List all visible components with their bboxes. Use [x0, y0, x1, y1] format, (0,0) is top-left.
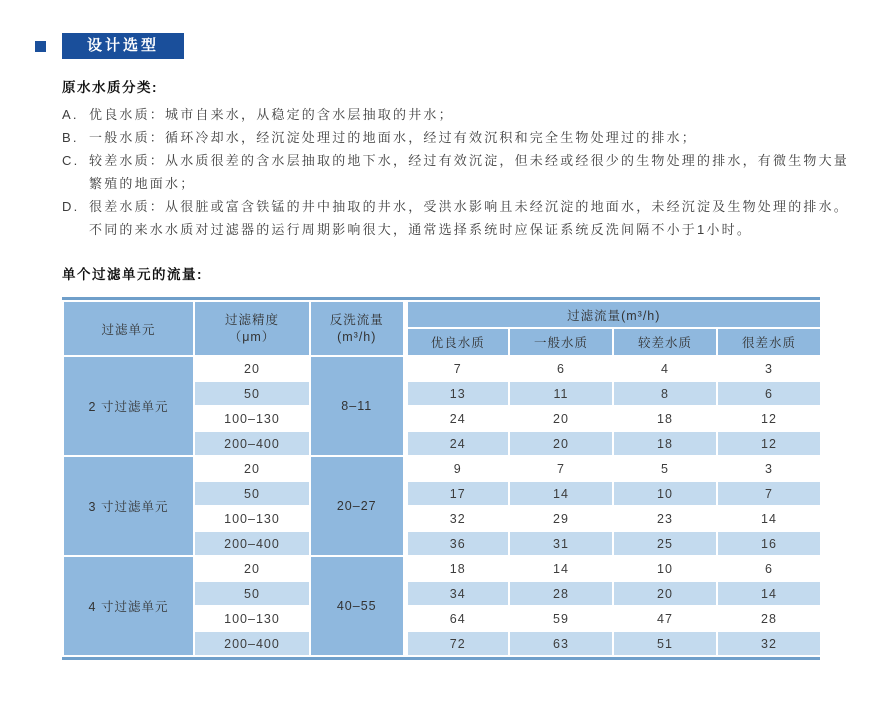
flow-table [62, 300, 822, 657]
list-item [62, 126, 858, 149]
col-header-precision [194, 301, 310, 356]
flow-value-cell: 11 [509, 381, 613, 406]
precision-cell: 50 [194, 381, 310, 406]
flow-table-row [63, 556, 821, 581]
water-quality-section [62, 76, 858, 241]
flow-value-cell: 10 [613, 481, 717, 506]
flow-value-cell: 3 [717, 456, 821, 481]
flow-table-heading: 单个过滤单元的流量: [62, 267, 203, 282]
list-item-text: 很差水质：从很脏或富含铁锰的井中抽取的井水，受洪水影响且未经沉淀的地面水，未经沉淀及生物处理的排水。 [89, 199, 850, 214]
section-bullet-icon [35, 41, 46, 52]
flow-value-cell: 32 [717, 631, 821, 656]
precision-cell: 200–400 [194, 531, 310, 556]
flow-value-cell: 14 [509, 481, 613, 506]
water-quality-heading: 原水水质分类: [62, 80, 158, 95]
flow-value-cell: 36 [405, 531, 509, 556]
list-item-text: 一般水质：循环冷却水，经沉淀处理过的地面水，经过有效沉积和完全生物处理过的排水； [89, 130, 698, 145]
precision-cell: 20 [194, 556, 310, 581]
flow-value-cell: 24 [405, 431, 509, 456]
precision-cell: 20 [194, 356, 310, 381]
flow-value-cell: 34 [405, 581, 509, 606]
flow-value-cell: 63 [509, 631, 613, 656]
filter-unit-cell: 2 寸过滤单元 [63, 356, 194, 456]
flow-value-cell: 18 [613, 431, 717, 456]
col-header-quality-very-poor: 很差水质 [717, 328, 821, 356]
list-item-text: 较差水质：从水质很差的含水层抽取的地下水，经过有效沉淀，但未经或经很少的生物处理的排水，有微生物大量繁殖的地面水； [89, 153, 850, 191]
list-item [62, 195, 858, 218]
flow-value-cell: 51 [613, 631, 717, 656]
flow-value-cell: 20 [509, 406, 613, 431]
flow-table-row [63, 456, 821, 481]
flow-value-cell: 6 [717, 556, 821, 581]
col-header-quality-excellent: 优良水质 [405, 328, 509, 356]
flow-value-cell: 9 [405, 456, 509, 481]
flow-table-wrap [62, 297, 820, 660]
list-item-label: B. [62, 130, 79, 145]
precision-cell: 100–130 [194, 506, 310, 531]
flow-value-cell: 13 [405, 381, 509, 406]
flow-value-cell: 12 [717, 406, 821, 431]
precision-cell: 200–400 [194, 431, 310, 456]
list-item-label: A. [62, 107, 79, 122]
flow-value-cell: 4 [613, 356, 717, 381]
flow-value-cell: 6 [717, 381, 821, 406]
flow-value-cell: 20 [613, 581, 717, 606]
col-header-backwash [310, 301, 405, 356]
flow-value-cell: 3 [717, 356, 821, 381]
col-header-backwash-line1: 反洗流量 [329, 312, 384, 327]
precision-cell: 100–130 [194, 406, 310, 431]
list-item-label: C. [62, 153, 80, 168]
col-header-precision-line2: （μm） [228, 329, 276, 344]
flow-value-cell: 20 [509, 431, 613, 456]
flow-value-cell: 64 [405, 606, 509, 631]
precision-cell: 20 [194, 456, 310, 481]
flow-table-row [63, 356, 821, 381]
flow-value-cell: 10 [613, 556, 717, 581]
filter-unit-cell: 4 寸过滤单元 [63, 556, 194, 656]
flow-value-cell: 14 [509, 556, 613, 581]
precision-cell: 50 [194, 581, 310, 606]
col-header-quality-average: 一般水质 [509, 328, 613, 356]
backwash-flow-cell: 40–55 [310, 556, 405, 656]
col-header-backwash-line2: (m³/h) [337, 329, 377, 344]
list-item-text: 优良水质：城市自来水，从稳定的含水层抽取的井水； [89, 107, 454, 122]
col-header-filter-unit: 过滤单元 [63, 301, 194, 356]
flow-value-cell: 32 [405, 506, 509, 531]
flow-value-cell: 18 [613, 406, 717, 431]
flow-value-cell: 8 [613, 381, 717, 406]
flow-value-cell: 59 [509, 606, 613, 631]
flow-value-cell: 24 [405, 406, 509, 431]
flow-value-cell: 17 [405, 481, 509, 506]
list-item-label: D. [62, 199, 80, 214]
flow-value-cell: 6 [509, 356, 613, 381]
flow-value-cell: 7 [509, 456, 613, 481]
col-header-precision-line1: 过滤精度 [224, 312, 279, 327]
flow-value-cell: 28 [717, 606, 821, 631]
flow-value-cell: 14 [717, 581, 821, 606]
flow-value-cell: 14 [717, 506, 821, 531]
backwash-flow-cell: 8–11 [310, 356, 405, 456]
flow-value-cell: 28 [509, 581, 613, 606]
col-header-quality-poor: 较差水质 [613, 328, 717, 356]
backwash-flow-cell: 20–27 [310, 456, 405, 556]
list-item [62, 103, 858, 126]
flow-value-cell: 29 [509, 506, 613, 531]
precision-cell: 100–130 [194, 606, 310, 631]
flow-value-cell: 31 [509, 531, 613, 556]
col-header-flow-group: 过滤流量(m³/h) [405, 301, 821, 328]
precision-cell: 200–400 [194, 631, 310, 656]
flow-value-cell: 16 [717, 531, 821, 556]
list-item [62, 149, 858, 195]
flow-value-cell: 72 [405, 631, 509, 656]
flow-value-cell: 47 [613, 606, 717, 631]
note-text: 不同的来水水质对过滤器的运行周期影响很大，通常选择系统时应保证系统反洗间隔不小于1小时。 [89, 222, 753, 237]
flow-value-cell: 25 [613, 531, 717, 556]
precision-cell: 50 [194, 481, 310, 506]
flow-value-cell: 18 [405, 556, 509, 581]
flow-value-cell: 12 [717, 431, 821, 456]
flow-value-cell: 7 [405, 356, 509, 381]
flow-value-cell: 23 [613, 506, 717, 531]
page-title: 设计选型 [62, 33, 184, 59]
filter-unit-cell: 3 寸过滤单元 [63, 456, 194, 556]
section-header [35, 33, 184, 59]
flow-value-cell: 5 [613, 456, 717, 481]
flow-value-cell: 7 [717, 481, 821, 506]
